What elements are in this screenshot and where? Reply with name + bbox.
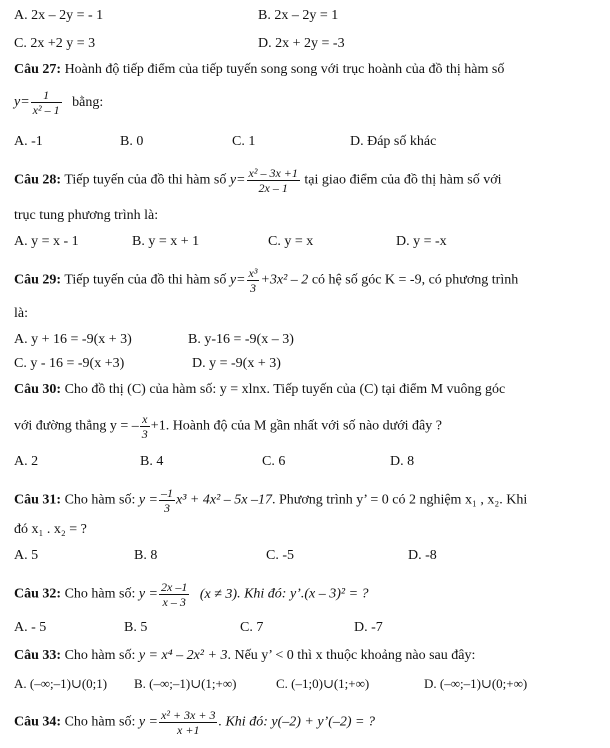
q28-label: Câu 28: [14,172,62,188]
q32-text-before: Cho hàm số: [64,586,136,602]
q27-formula-prefix: y= [14,94,30,110]
q29-formula-prefix: y= [229,272,246,288]
q33-formula: y = x⁴ – 2x² + 3 [138,648,228,663]
q29-fraction-den: 3 [249,281,256,295]
q27-option-d: D. Đáp số khác [350,134,437,149]
q31-fraction [159,486,175,515]
q27-fraction-den: x² – 1 [32,103,60,117]
q32-fraction [159,580,189,609]
q26-option-b: B. 2x – 2y = 1 [258,8,339,23]
q34-fraction-den: x +1 [177,723,200,737]
q28-option-c: C. y = x [268,234,314,249]
q33-text-after: . Nếu y’ < 0 thì x thuộc khoảng nào sau đây: [227,648,476,663]
q32-fraction-den: x – 3 [162,595,186,609]
q32-formula-prefix: y = [138,586,159,602]
q33-option-b: B. (–∞;–1)∪(1;+∞) [134,676,237,691]
q29-fraction [247,266,260,295]
q29-text-after: có hệ số góc K = -9, có phương trình [311,272,519,288]
q28-stem [14,166,502,195]
q28-formula-prefix: y= [229,172,246,188]
q27-text: Hoành độ tiếp điểm của tiếp tuyến song song với trục hoành của đồ thị hàm số [64,62,505,77]
q29-stem [14,266,518,295]
q31-formula-prefix: y = [138,492,159,508]
q31-text-before: Cho hàm số: [64,492,136,508]
q28-text-after: tại giao điểm của đồ thị hàm số với [304,172,502,188]
q29-option-d: D. y = -9(x + 3) [192,356,281,371]
q27-formula-suffix: bằng: [72,94,104,110]
q28-fraction [247,166,300,195]
q29-formula-suffix: +3x² – 2 [260,272,309,288]
q33-stem [14,648,475,664]
q32-stem [14,580,369,609]
q28-option-d: D. y = -x [396,234,447,249]
q29-fraction-num: x³ [248,266,258,280]
q30-option-a: A. 2 [14,454,39,469]
q28-stem-line2: trục tung phương trình là: [14,208,159,223]
q34-fraction-num: x² + 3x + 3 [161,708,216,722]
q29-option-c: C. y - 16 = -9(x +3) [14,356,125,371]
q30-fraction-den: 3 [141,427,148,441]
q26-option-a: A. 2x – 2y = - 1 [14,8,104,23]
q27-option-b: B. 0 [120,134,144,149]
q30-option-c: C. 6 [262,454,286,469]
q30-fraction-num: x [140,412,150,427]
q27-option-a: A. -1 [14,134,43,149]
q30-label: Câu 30: [14,382,62,397]
q31-text-after: . Phương trình y’ = 0 có 2 nghiệm x₁ , x₂. Khi [272,492,528,508]
q32-option-c: C. 7 [240,620,264,635]
q30-stem-line2 [14,412,442,441]
q29-text-before: Tiếp tuyến của đồ thi hàm số [64,272,227,288]
q34-text-after: . Khi đó: y(–2) + y’(–2) = ? [218,714,375,730]
q32-option-a: A. - 5 [14,620,47,635]
q30-stem [14,382,505,398]
q27-stem [14,62,504,78]
q27-fraction [31,88,62,117]
q30-text-line2-before: với đường thẳng y = – [14,418,139,434]
q30-text: Cho đồ thị (C) của hàm số: y = xlnx. Tiếp tuyến của (C) tại điểm M vuông góc [64,382,506,397]
q28-fraction-num: x² – 3x +1 [248,166,298,180]
q33-option-d: D. (–∞;–1)∪(0;+∞) [424,676,528,691]
q31-option-a: A. 5 [14,548,39,563]
q32-label: Câu 32: [14,586,62,602]
q33-text-before: Cho hàm số: [64,648,136,663]
q33-label: Câu 33: [14,648,62,663]
q29-label: Câu 29: [14,272,62,288]
q34-text-before: Cho hàm số: [64,714,136,730]
q28-option-b: B. y = x + 1 [132,234,200,249]
q28-text-before: Tiếp tuyến của đồ thi hàm số [64,172,227,188]
q31-formula-suffix: x³ + 4x² – 5x –17 [176,492,272,508]
q32-option-d: D. -7 [354,620,383,635]
q32-fraction-num: 2x –1 [161,580,188,594]
q32-text-after: . Khi đó: y’.(x – 3)² = ? [237,586,369,602]
q31-fraction-den: 3 [164,501,171,515]
q27-label: Câu 27: [14,62,62,77]
q27-fraction-num: 1 [31,88,62,103]
q28-fraction-den: 2x – 1 [258,181,288,195]
q29-stem-line2: là: [14,306,28,321]
q31-option-b: B. 8 [134,548,158,563]
q34-formula-prefix: y = [138,714,159,730]
q31-option-d: D. -8 [408,548,437,563]
q30-option-b: B. 4 [140,454,164,469]
q34-stem [14,708,375,737]
q28-option-a: A. y = x - 1 [14,234,79,249]
q26-option-d: D. 2x + 2y = -3 [258,36,345,51]
q29-option-b: B. y-16 = -9(x – 3) [188,332,294,347]
q29-option-a: A. y + 16 = -9(x + 3) [14,332,132,347]
q33-option-a: A. (–∞;–1)∪(0;1) [14,676,108,691]
q26-option-c: C. 2x +2 y = 3 [14,36,96,51]
q31-label: Câu 31: [14,492,62,508]
q31-option-c: C. -5 [266,548,294,563]
q30-fraction [140,412,150,441]
q33-option-c: C. (–1;0)∪(1;+∞) [276,676,370,691]
q27-option-c: C. 1 [232,134,256,149]
q34-fraction [159,708,217,737]
q31-stem-line2: đó x₁ . x₂ = ? [14,522,87,537]
q31-fraction-num: –1 [161,486,174,500]
q31-stem [14,486,527,515]
q32-formula-suffix: (x ≠ 3) [199,586,238,602]
q32-option-b: B. 5 [124,620,148,635]
q30-text-line2-after: +1. Hoành độ của M gần nhất với số nào dưới đây ? [150,418,442,434]
q34-label: Câu 34: [14,714,62,730]
q30-option-d: D. 8 [390,454,415,469]
q27-formula-line [14,88,103,117]
